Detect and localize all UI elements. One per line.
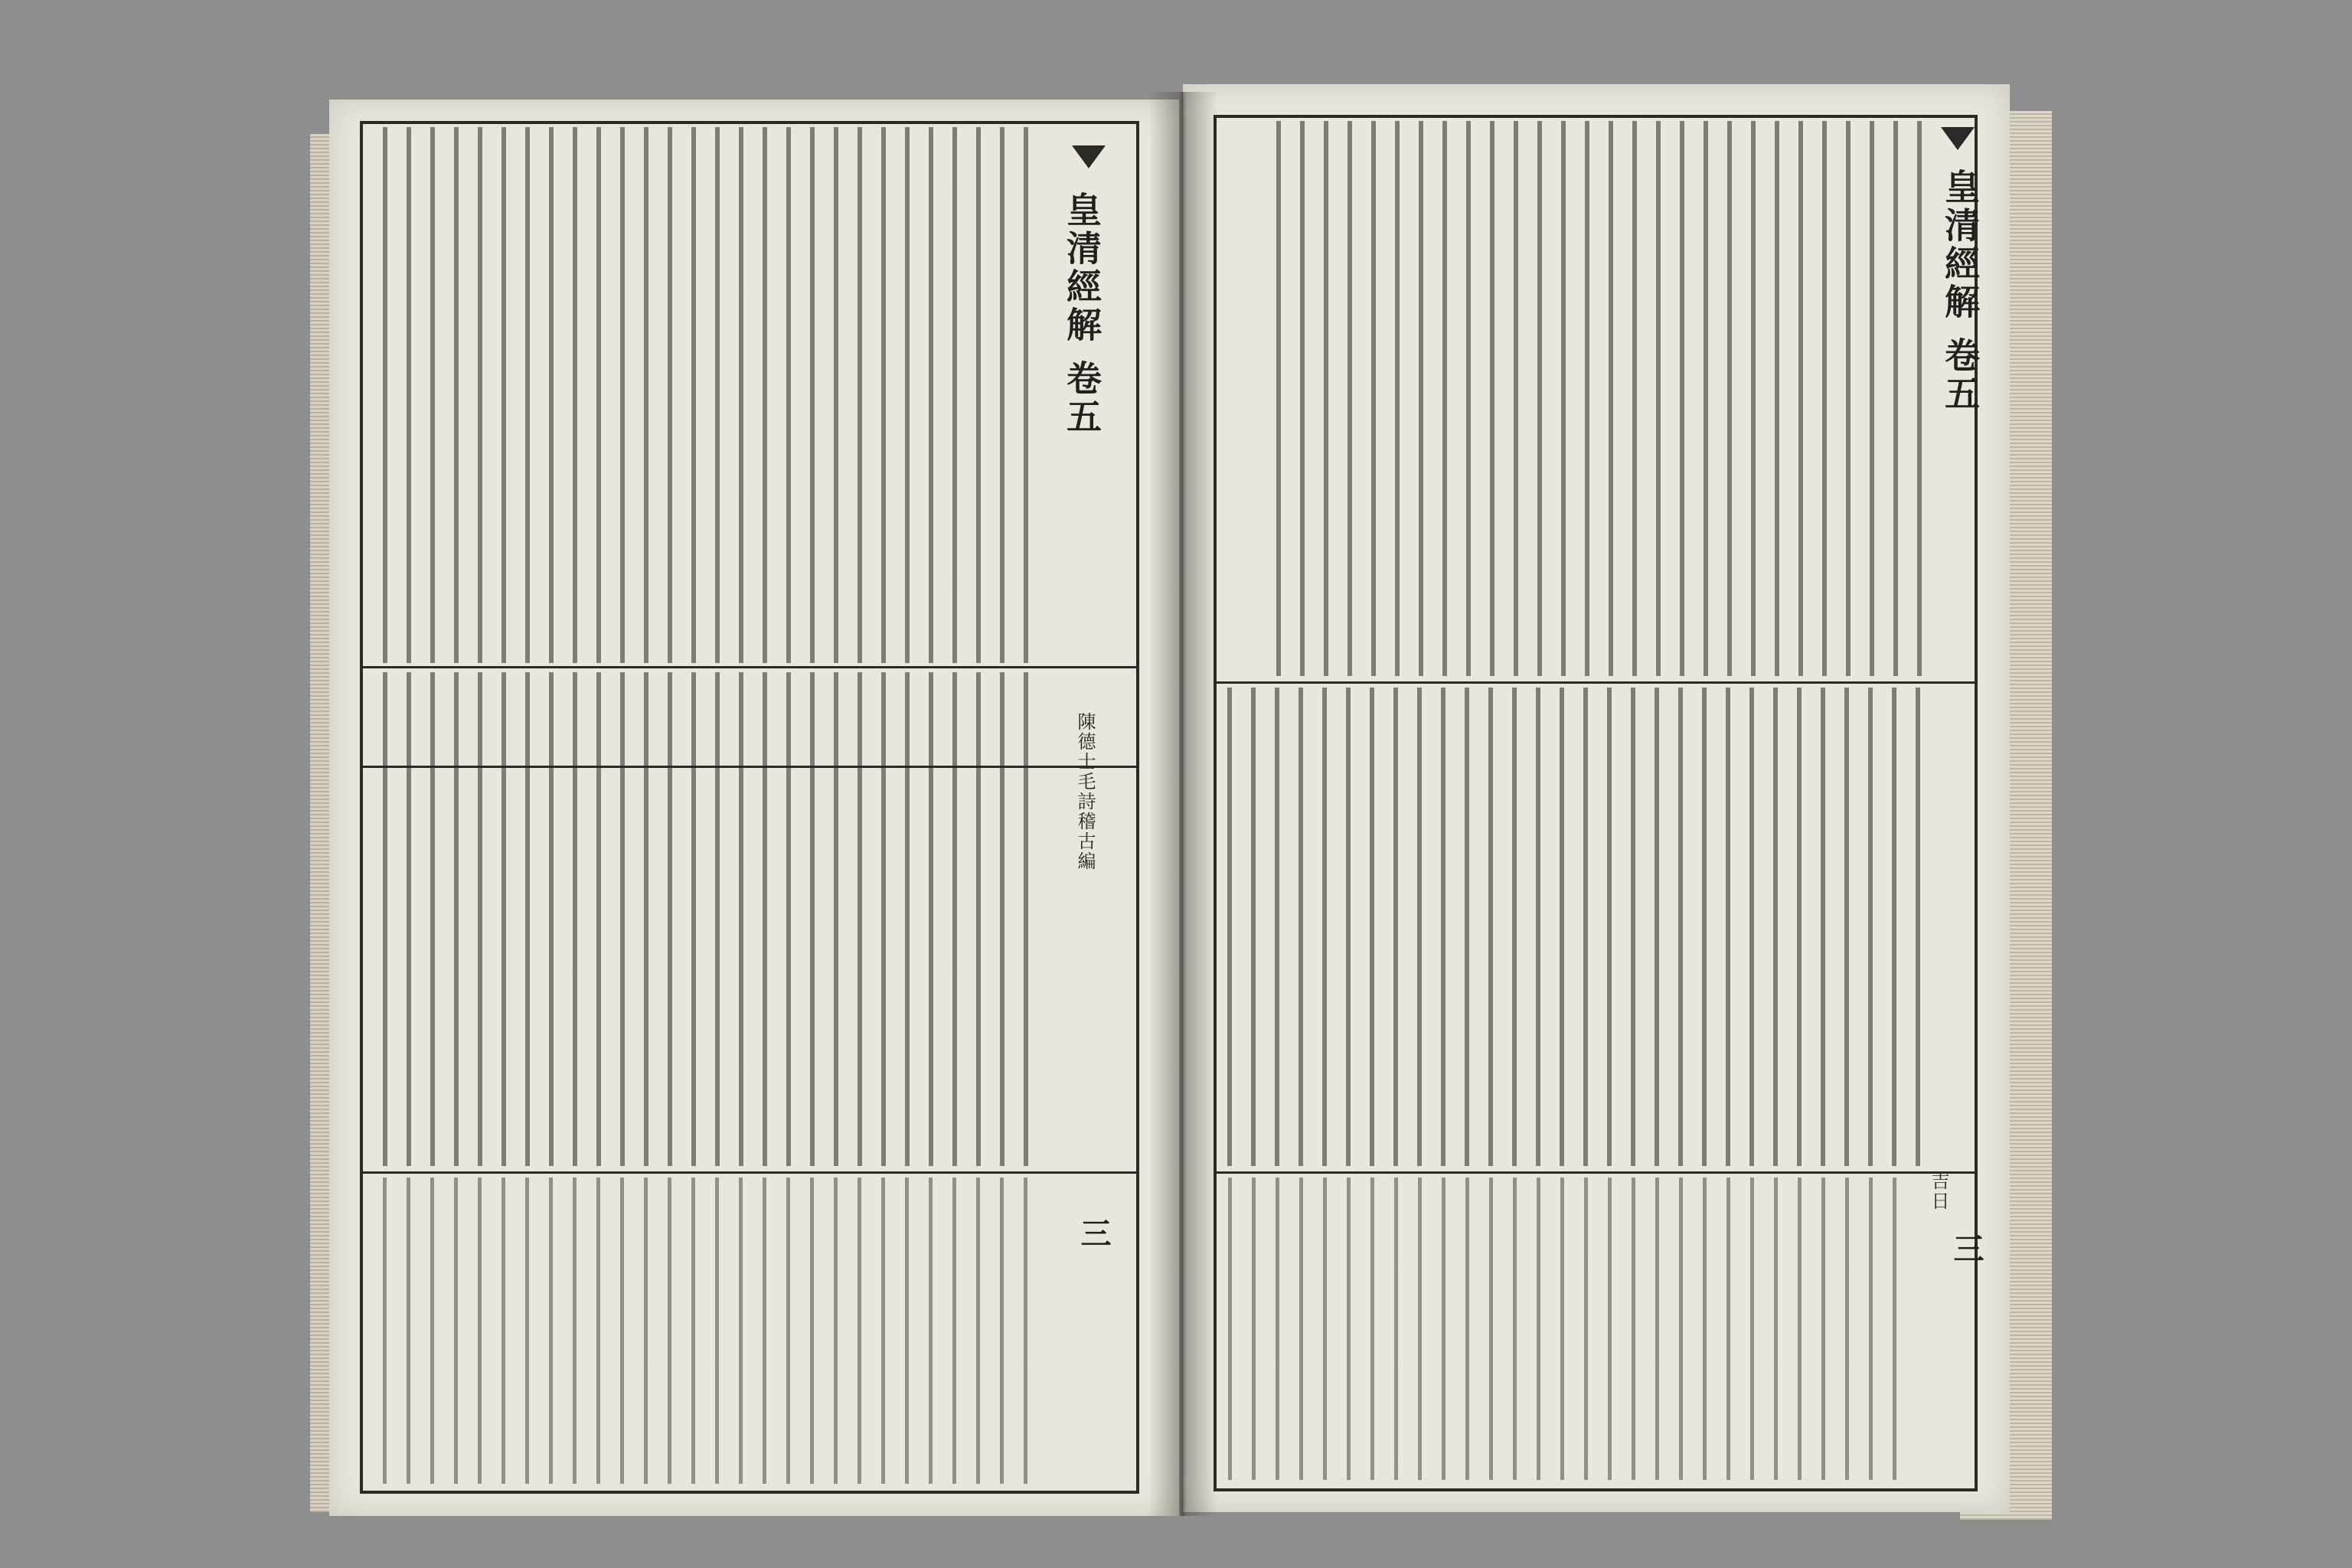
left-page-text-columns-top [366,127,1040,663]
right-page-text-columns-middle [1220,688,1932,1166]
right-page-running-title: 皇清經解 卷五 [1939,168,1981,414]
left-page-author-line: 陳德士毛詩稽古編 [1074,712,1096,871]
left-page-band-divider-1 [363,666,1136,668]
right-page-folio: 三 [1949,1233,1984,1265]
right-page-band-divider-1 [1217,681,1975,684]
right-page-text-columns-bottom [1220,1178,1909,1480]
right-page-section-heading: 吉日 [1928,1171,1949,1211]
book-gutter-shadow [1148,92,1217,1516]
right-page-fishtail-mark [1941,127,1975,150]
left-page [329,100,1179,1516]
left-page-band-divider-2 [363,1171,1136,1174]
right-page-text-columns-top [1275,121,1933,676]
right-page-band-divider-2 [1217,1171,1975,1174]
left-page-text-columns-bottom [366,1178,1040,1484]
left-page-folio: 三 [1076,1217,1112,1250]
left-page-running-title: 皇清經解 卷五 [1061,191,1102,437]
left-page-fishtail-mark [1072,145,1106,168]
right-page [1183,84,2010,1512]
left-page-text-columns-middle [366,672,1040,1166]
